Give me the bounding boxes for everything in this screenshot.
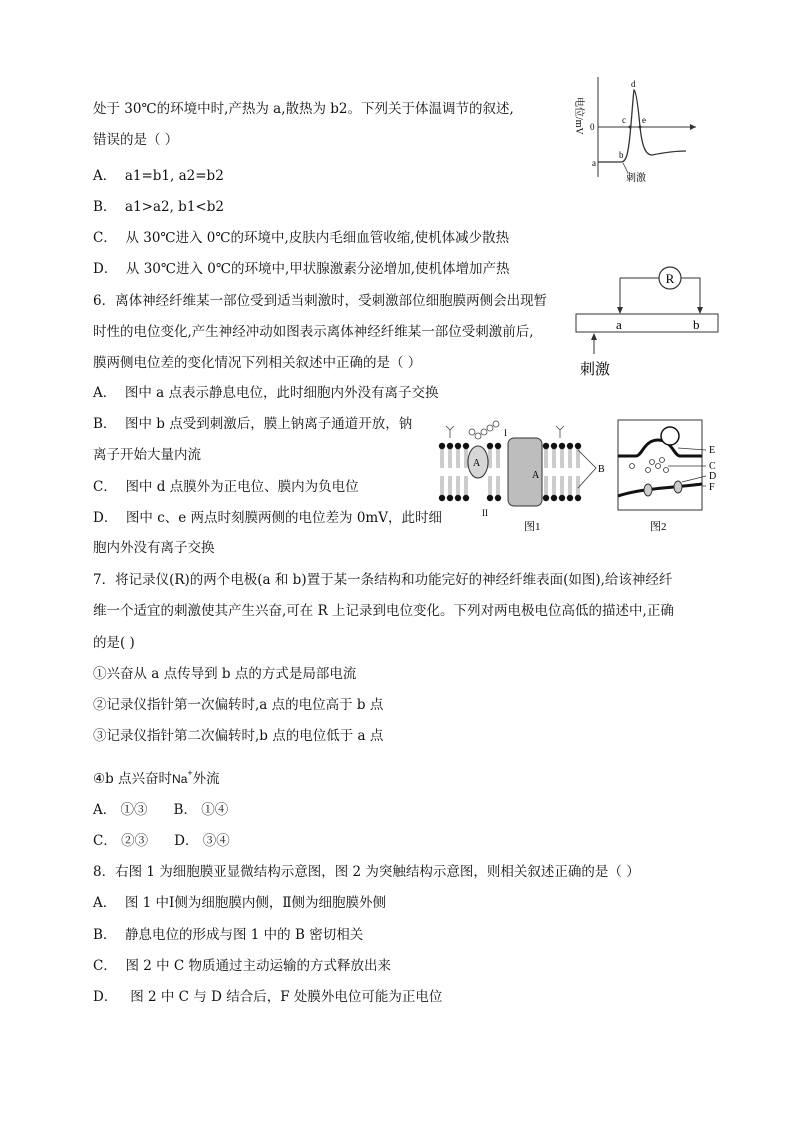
lipid-tail <box>545 476 547 495</box>
lipid-tail <box>569 476 571 495</box>
q7-stem-line-2: 维一个适宜的刺激使其产生兴奋,可在 R 上记录到电位变化。下列对两电极电位高低的描述中,正确 <box>93 603 674 619</box>
membrane-figure <box>438 418 618 536</box>
synaptic-vesicle <box>661 427 679 445</box>
lipid-tail <box>457 449 459 468</box>
point-a-label: a <box>592 158 596 168</box>
lipid-head <box>559 495 565 501</box>
label-d: D <box>709 471 717 482</box>
lipid-tail <box>497 449 499 468</box>
q6-option-b: B． 图中 b 点受到刺激后，膜上钠离子通道开放，钠 <box>93 416 413 432</box>
lipid-head <box>575 443 581 449</box>
lipid-head <box>543 495 549 501</box>
recorder-label: R <box>665 271 675 286</box>
lipid-head <box>463 443 469 449</box>
point-d-label: d <box>631 79 636 89</box>
label-c: C <box>709 461 716 472</box>
electrode-a-label: a <box>616 317 622 332</box>
lipid-tail <box>449 476 451 495</box>
potential-curve <box>598 90 686 162</box>
lipid-head <box>487 443 493 449</box>
lipid-head <box>455 495 461 501</box>
lipid-tail <box>553 476 555 495</box>
lipid-head <box>447 443 453 449</box>
electrode-a-arrow <box>617 307 623 314</box>
lipid-tail <box>577 476 579 495</box>
q7-options-row-2: C． ②③ D． ③④ <box>93 833 230 849</box>
figure-2-caption: 图2 <box>650 521 667 533</box>
lipid-tail <box>569 449 571 468</box>
lipid-tail <box>489 449 491 468</box>
lipid-head <box>559 443 565 449</box>
q7-options-row-1: A． ①③ B． ①④ <box>93 802 229 818</box>
q5-option-b: B． a1>a2, b1<b2 <box>93 199 224 215</box>
q7-item-1: ①兴奋从 a 点传导到 b 点的方式是局部电流 <box>93 666 357 682</box>
lipid-head <box>551 443 557 449</box>
sodium-ion: Na <box>172 772 188 786</box>
protein-label-a-2: A <box>532 470 540 481</box>
q8-option-a: A． 图 1 中Ⅰ侧为细胞膜内侧，Ⅱ侧为细胞膜外侧 <box>93 895 387 911</box>
q5-stem-line-1: 处于 30℃的环境中时,产热为 a,散热为 b2。下列关于体温调节的叙述, <box>93 101 514 117</box>
lipid-tail <box>449 449 451 468</box>
q7-stem-line-1: 7．将记录仪(R)的两个电极(a 和 b)置于某一条结构和功能完好的神经纤维表面(如图),给该神经纤 <box>93 572 673 588</box>
point-c-label: c <box>622 115 626 125</box>
q5-option-d: D． 从 30℃进入 0℃的环境中,甲状腺激素分泌增加,使机体增加产热 <box>93 261 510 277</box>
layer-pointer <box>578 450 596 488</box>
lipid-tail <box>441 449 443 468</box>
lipid-head <box>455 443 461 449</box>
q7-item-3: ③记录仪指针第二次偏转时,b 点的电位低于 a 点 <box>93 728 384 744</box>
q6-option-d: D． 图中 c、e 两点时刻膜两侧的电位差为 0mV，此时细 <box>93 510 442 526</box>
lipid-head <box>575 495 581 501</box>
lipid-tail <box>489 476 491 495</box>
lipid-tail <box>441 476 443 495</box>
q8-stem: 8．右图 1 为细胞膜亚显微结构示意图，图 2 为突触结构示意图，则相关叙述正确的是（ ） <box>93 864 640 880</box>
q8-option-d: D． 图 2 中 C 与 D 结合后，F 处膜外电位可能为正电位 <box>93 989 443 1005</box>
protein-label-a: A <box>473 458 481 469</box>
side-2-label: II <box>482 508 488 518</box>
lipid-tail <box>561 476 563 495</box>
point-b-label: b <box>619 150 624 160</box>
lipid-head <box>495 443 501 449</box>
electrode-b-arrow <box>697 307 703 314</box>
lipid-tail <box>545 449 547 468</box>
lipid-head <box>567 443 573 449</box>
lipid-head <box>551 495 557 501</box>
lipid-head <box>447 495 453 501</box>
q5-option-a: A． a1=b1, a2=b2 <box>93 168 224 184</box>
stimulus-label: 刺激 <box>580 362 611 378</box>
lipid-tail <box>561 449 563 468</box>
label-e: E <box>709 445 716 456</box>
q5-stem-line-2: 错误的是（ ） <box>93 132 179 148</box>
q5-option-c: C． 从 30℃进入 0℃的环境中,皮肤内毛细血管收缩,使机体减少散热 <box>93 230 510 246</box>
lipid-head <box>567 495 573 501</box>
stimulus-label: 刺激 <box>626 173 646 184</box>
y-axis-label: 电位/mV <box>573 97 584 135</box>
lipid-tail <box>497 476 499 495</box>
layer-label-b: B <box>598 464 605 475</box>
lipid-tail <box>553 449 555 468</box>
lipid-tail <box>465 449 467 468</box>
q7-item-2: ②记录仪指针第一次偏转时,a 点的电位高于 b 点 <box>93 697 384 713</box>
lipid-tail <box>465 476 467 495</box>
lipid-head <box>543 443 549 449</box>
q6-option-d-continued: 胞内外没有离子交换 <box>93 540 215 556</box>
side-1-label: I <box>504 428 507 438</box>
q7-item-4: ④b 点兴奋时Na+外流 <box>93 768 220 787</box>
q6-option-a: A． 图中 a 点表示静息电位，此时细胞内外没有离子交换 <box>93 385 439 401</box>
lipid-tail <box>457 476 459 495</box>
lipid-tail <box>577 449 579 468</box>
potential-curve-figure <box>570 75 700 185</box>
q6-stem-line-1: 6．离体神经纤维某一部位受到适当刺激时，受刺激部位细胞膜两侧会出现暂 <box>93 293 548 309</box>
x-axis-arrow <box>690 124 696 130</box>
lipid-head <box>495 495 501 501</box>
stimulus-arrow-head <box>591 333 597 340</box>
point-e-marker <box>639 126 642 129</box>
lipid-head <box>487 495 493 501</box>
q6-option-b-continued: 离子开始大量内流 <box>93 447 201 463</box>
q6-stem-line-2: 时性的电位变化,产生神经冲动如图表示离体神经纤维某一部位受刺激前后, <box>93 324 534 340</box>
zero-label: 0 <box>590 122 595 132</box>
lipid-head <box>439 443 445 449</box>
label-f: F <box>709 482 715 493</box>
figure-1-caption: 图1 <box>524 521 541 533</box>
q8-option-b: B． 静息电位的形成与图 1 中的 B 密切相关 <box>93 927 364 943</box>
electrode-b-label: b <box>693 317 700 332</box>
receptor-2 <box>674 481 682 493</box>
point-c-marker <box>629 126 632 129</box>
q6-option-c: C． 图中 d 点膜外为正电位、膜内为负电位 <box>93 479 359 495</box>
lipid-head <box>439 495 445 501</box>
lipid-head <box>463 495 469 501</box>
synapse-figure <box>612 418 727 536</box>
recorder-figure <box>572 262 722 382</box>
q8-option-c: C． 图 2 中 C 物质通过主动运输的方式释放出来 <box>93 958 392 974</box>
q6-stem-line-3: 膜两侧电位差的变化情况下列相关叙述中正确的是（ ） <box>93 355 422 371</box>
q7-stem-line-3: 的是( ) <box>93 635 135 651</box>
stimulus-pointer <box>623 163 628 173</box>
point-e-label: e <box>642 115 646 125</box>
receptor-1 <box>644 484 652 496</box>
